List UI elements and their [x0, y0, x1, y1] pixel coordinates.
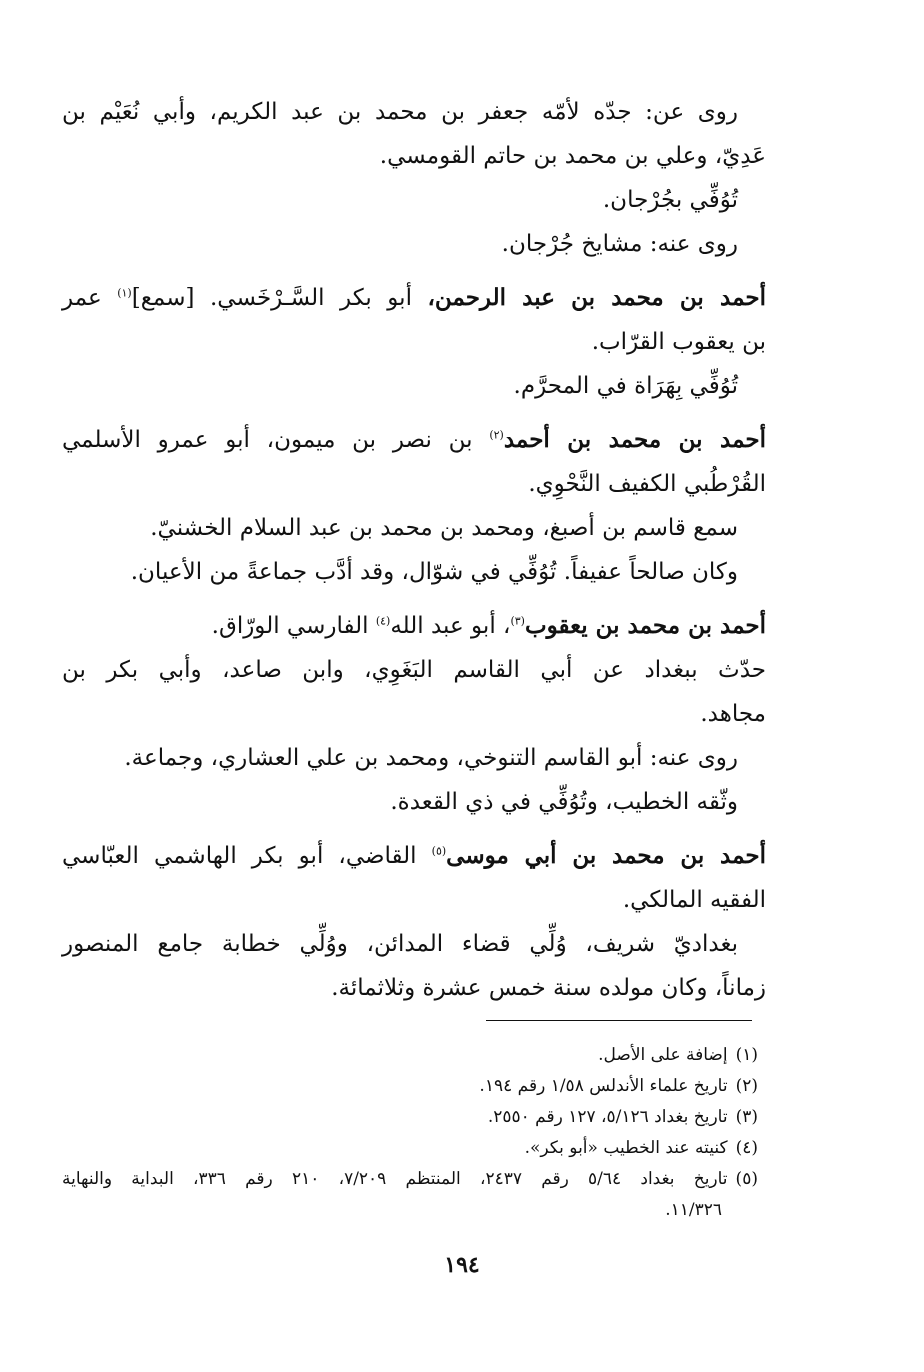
footnote [62, 1040, 758, 1071]
footnotes [62, 1040, 758, 1226]
footnote-text: تاريخ بغداد ٥/١٢٦، ١٢٧ رقم ٢٥٥٠. [487, 1107, 728, 1127]
footnote-divider [486, 1020, 752, 1021]
footnote-text: تاريخ بغداد ٥/٦٤ رقم ٢٤٣٧، المنتظم ٧/٢٠٩، ٢١٠ رقم ٣٣٦، البداية والنهاية [62, 1169, 728, 1189]
footnote-text: إضافة على الأصل. [598, 1045, 728, 1065]
entry-heading-text: عمر [62, 285, 118, 311]
text-line: وكان صالحاً عفيفاً. تُوُفِّي في شوّال، وقد أدَّب جماعةً من الأعيان. [130, 559, 738, 585]
entry-heading-text: الفارسي الورّاق. [211, 613, 376, 639]
footnote-mark: (٢) [489, 428, 504, 442]
footnote-text: تاريخ علماء الأندلس ١/٥٨ رقم ١٩٤. [479, 1076, 728, 1096]
footnote [62, 1164, 758, 1195]
footnote-continuation: ١١/٣٢٦. [665, 1200, 722, 1220]
footnote [62, 1133, 758, 1164]
entry-name: أحمد بن محمد بن يعقوب [524, 612, 766, 639]
text-line: مجاهد. [700, 701, 766, 727]
entry-heading [62, 604, 766, 648]
entry-heading-text: القاضي، أبو بكر الهاشمي العبّاسي [62, 843, 432, 869]
text-line: القُرْطُبي الكفيف النَّحْوِي. [528, 471, 766, 497]
entry-name: أحمد بن محمد بن عبد الرحمن، [427, 284, 766, 311]
footnote-mark: (٣) [510, 614, 525, 628]
footnote-mark: (٥) [431, 844, 447, 858]
entry-heading-text: ، أبو عبد الله [390, 613, 511, 639]
entry-heading [62, 276, 766, 320]
text-line: زماناً، وكان مولده سنة خمس عشرة وثلاثمائة. [331, 975, 766, 1001]
footnote-number: (٤) [735, 1138, 758, 1158]
page-number: ١٩٤ [444, 1252, 480, 1278]
text-line: روى عن: جدّه لأمّه جعفر بن محمد بن عبد الكريم، وأبي نُعَيْم بن [62, 99, 738, 125]
text-line: عَدِيّ، وعلي بن محمد بن حاتم القومسي. [379, 143, 766, 169]
text-line: وثّقه الخطيب، وتُوُفِّي في ذي القعدة. [390, 789, 738, 815]
text-line: روى عنه: مشايخ جُرْجان. [501, 231, 738, 257]
entry-heading-text: بن نصر بن ميمون، أبو عمرو الأسلمي [62, 427, 490, 453]
entry-heading [62, 418, 766, 462]
main-text [62, 90, 766, 1010]
footnote-number: (٥) [735, 1169, 758, 1189]
text-line: تُوُفِّي بِهَرَاة في المحرَّم. [513, 373, 738, 399]
text-line: تُوُفِّي بجُرْجان. [602, 187, 738, 213]
footnote-number: (٢) [735, 1076, 758, 1096]
footnote-mark: (٤) [375, 614, 391, 628]
entry-heading-text: أبو بكر السَّـرْخَسي. [سمع] [131, 285, 428, 311]
footnote-mark: (١) [117, 286, 132, 300]
footnote-number: (١) [735, 1045, 758, 1065]
footnote [62, 1102, 758, 1133]
text-line: سمع قاسم بن أصبغ، ومحمد بن محمد بن عبد السلام الخشنيّ. [150, 515, 738, 541]
footnote-number: (٣) [735, 1107, 758, 1127]
footnote [62, 1071, 758, 1102]
text-line: حدّث ببغداد عن أبي القاسم البَغَوِي، وابن صاعد، وأبي بكر بن [62, 657, 766, 683]
entry-heading [62, 834, 766, 878]
entry-name: أحمد بن محمد بن أحمد [503, 426, 767, 453]
footnote-text: كنيته عند الخطيب «أبو بكر». [524, 1138, 728, 1158]
text-line: بغداديّ شريف، وُلِّي قضاء المدائن، ووُلِّي خطابة جامع المنصور [62, 931, 738, 957]
entry-name: أحمد بن محمد بن أبي موسى [446, 842, 766, 869]
text-line: بن يعقوب القرّاب. [591, 329, 766, 355]
text-line: الفقيه المالكي. [622, 887, 766, 913]
text-line: روى عنه: أبو القاسم التنوخي، ومحمد بن علي العشاري، وجماعة. [124, 745, 738, 771]
